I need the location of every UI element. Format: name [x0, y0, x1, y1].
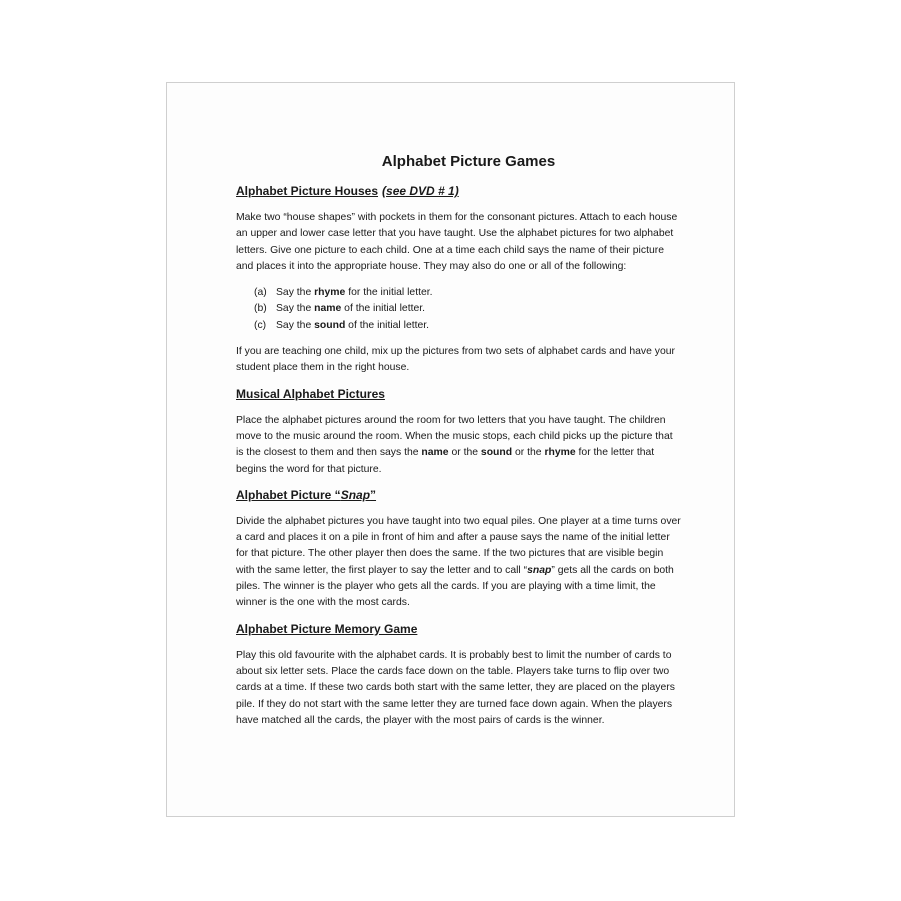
list-item	[254, 301, 681, 317]
paragraph: Play this old favourite with the alphabet cards. It is probably best to limit the number of cards to about six letter sets. Place the cards face down on the table. Players take turns to flip over two cards at a time. If these two cards both start with the same letter, they are placed on the players pile. If they do not start with the same letter they are turned face down again. When the players have matched all the cards, the player with the most pairs of cards is the winner.	[236, 649, 675, 726]
list-item	[254, 318, 681, 334]
keyword: sound	[480, 447, 513, 459]
keyword: snap	[527, 564, 552, 576]
keyword: name	[421, 447, 449, 459]
list-item	[254, 285, 681, 301]
keyword: rhyme	[544, 447, 576, 459]
paragraph-text: or the	[448, 447, 481, 459]
list-text: of the initial letter.	[341, 303, 426, 315]
paragraph-text: for the letter that begins the word for that picture.	[236, 447, 655, 475]
paragraph-text: or the	[512, 447, 545, 459]
heading-text: Alphabet Picture Houses	[236, 184, 379, 198]
list-keyword: sound	[314, 319, 346, 331]
list-text: for the initial letter.	[345, 287, 433, 299]
dvd-note: (see DVD # 1)	[382, 184, 459, 198]
list-keyword: rhyme	[314, 287, 346, 299]
list-text: Say the	[276, 319, 315, 331]
option-list	[254, 285, 681, 334]
heading-emphasis: Snap	[340, 487, 371, 502]
document-page	[166, 82, 735, 817]
list-keyword: name	[314, 303, 342, 315]
paragraph-text: ” gets all the cards on both piles. The winner is the player who gets all the cards. If you are playing with a time limit, the winner is the one with the most cards.	[236, 564, 674, 609]
heading-text: ”	[370, 487, 377, 502]
list-text: Say the	[276, 287, 315, 299]
list-marker: (b)	[254, 303, 267, 315]
heading-text: Alphabet Picture “	[236, 487, 341, 502]
section-heading-memory: Alphabet Picture Memory Game	[236, 621, 418, 636]
paragraph-text: Divide the alphabet pictures you have taught into two equal piles. One player at a time turns over a card and places it on a pile in front of him and after a pause says the name of the initial letter for that picture. The other player then does the same. If the two pictures that are visible begin with the same letter, the first player to say the letter and to call “	[236, 515, 681, 576]
paragraph	[236, 514, 681, 612]
list-marker: (c)	[254, 319, 267, 331]
paragraph: If you are teaching one child, mix up the pictures from two sets of alphabet cards and have your student place them in the right house.	[236, 346, 675, 374]
document-title: Alphabet Picture Games	[381, 153, 556, 170]
paragraph	[236, 413, 681, 478]
section-heading-picture-houses	[236, 184, 681, 198]
list-text: Say the	[276, 303, 315, 315]
list-marker: (a)	[254, 287, 267, 299]
document-content	[236, 153, 681, 739]
section-heading-musical: Musical Alphabet Pictures	[236, 386, 385, 401]
section-heading-snap	[236, 488, 681, 502]
paragraph: Make two “house shapes” with pockets in them for the consonant pictures. Attach to each house an upper and lower case letter that you have taught. Use the alphabet pictures for two alphabet letters. Give one picture to each child. One at a time each child says the name of their picture and places it into the appropriate house. They may also do one or all of the following:	[236, 212, 678, 272]
paragraph-text: Place the alphabet pictures around the room for two letters that you have taught. The children move to the music around the room. When the music stops, each child picks up the picture that is the closest to them and then says the	[236, 414, 673, 459]
list-text: of the initial letter.	[345, 319, 430, 331]
